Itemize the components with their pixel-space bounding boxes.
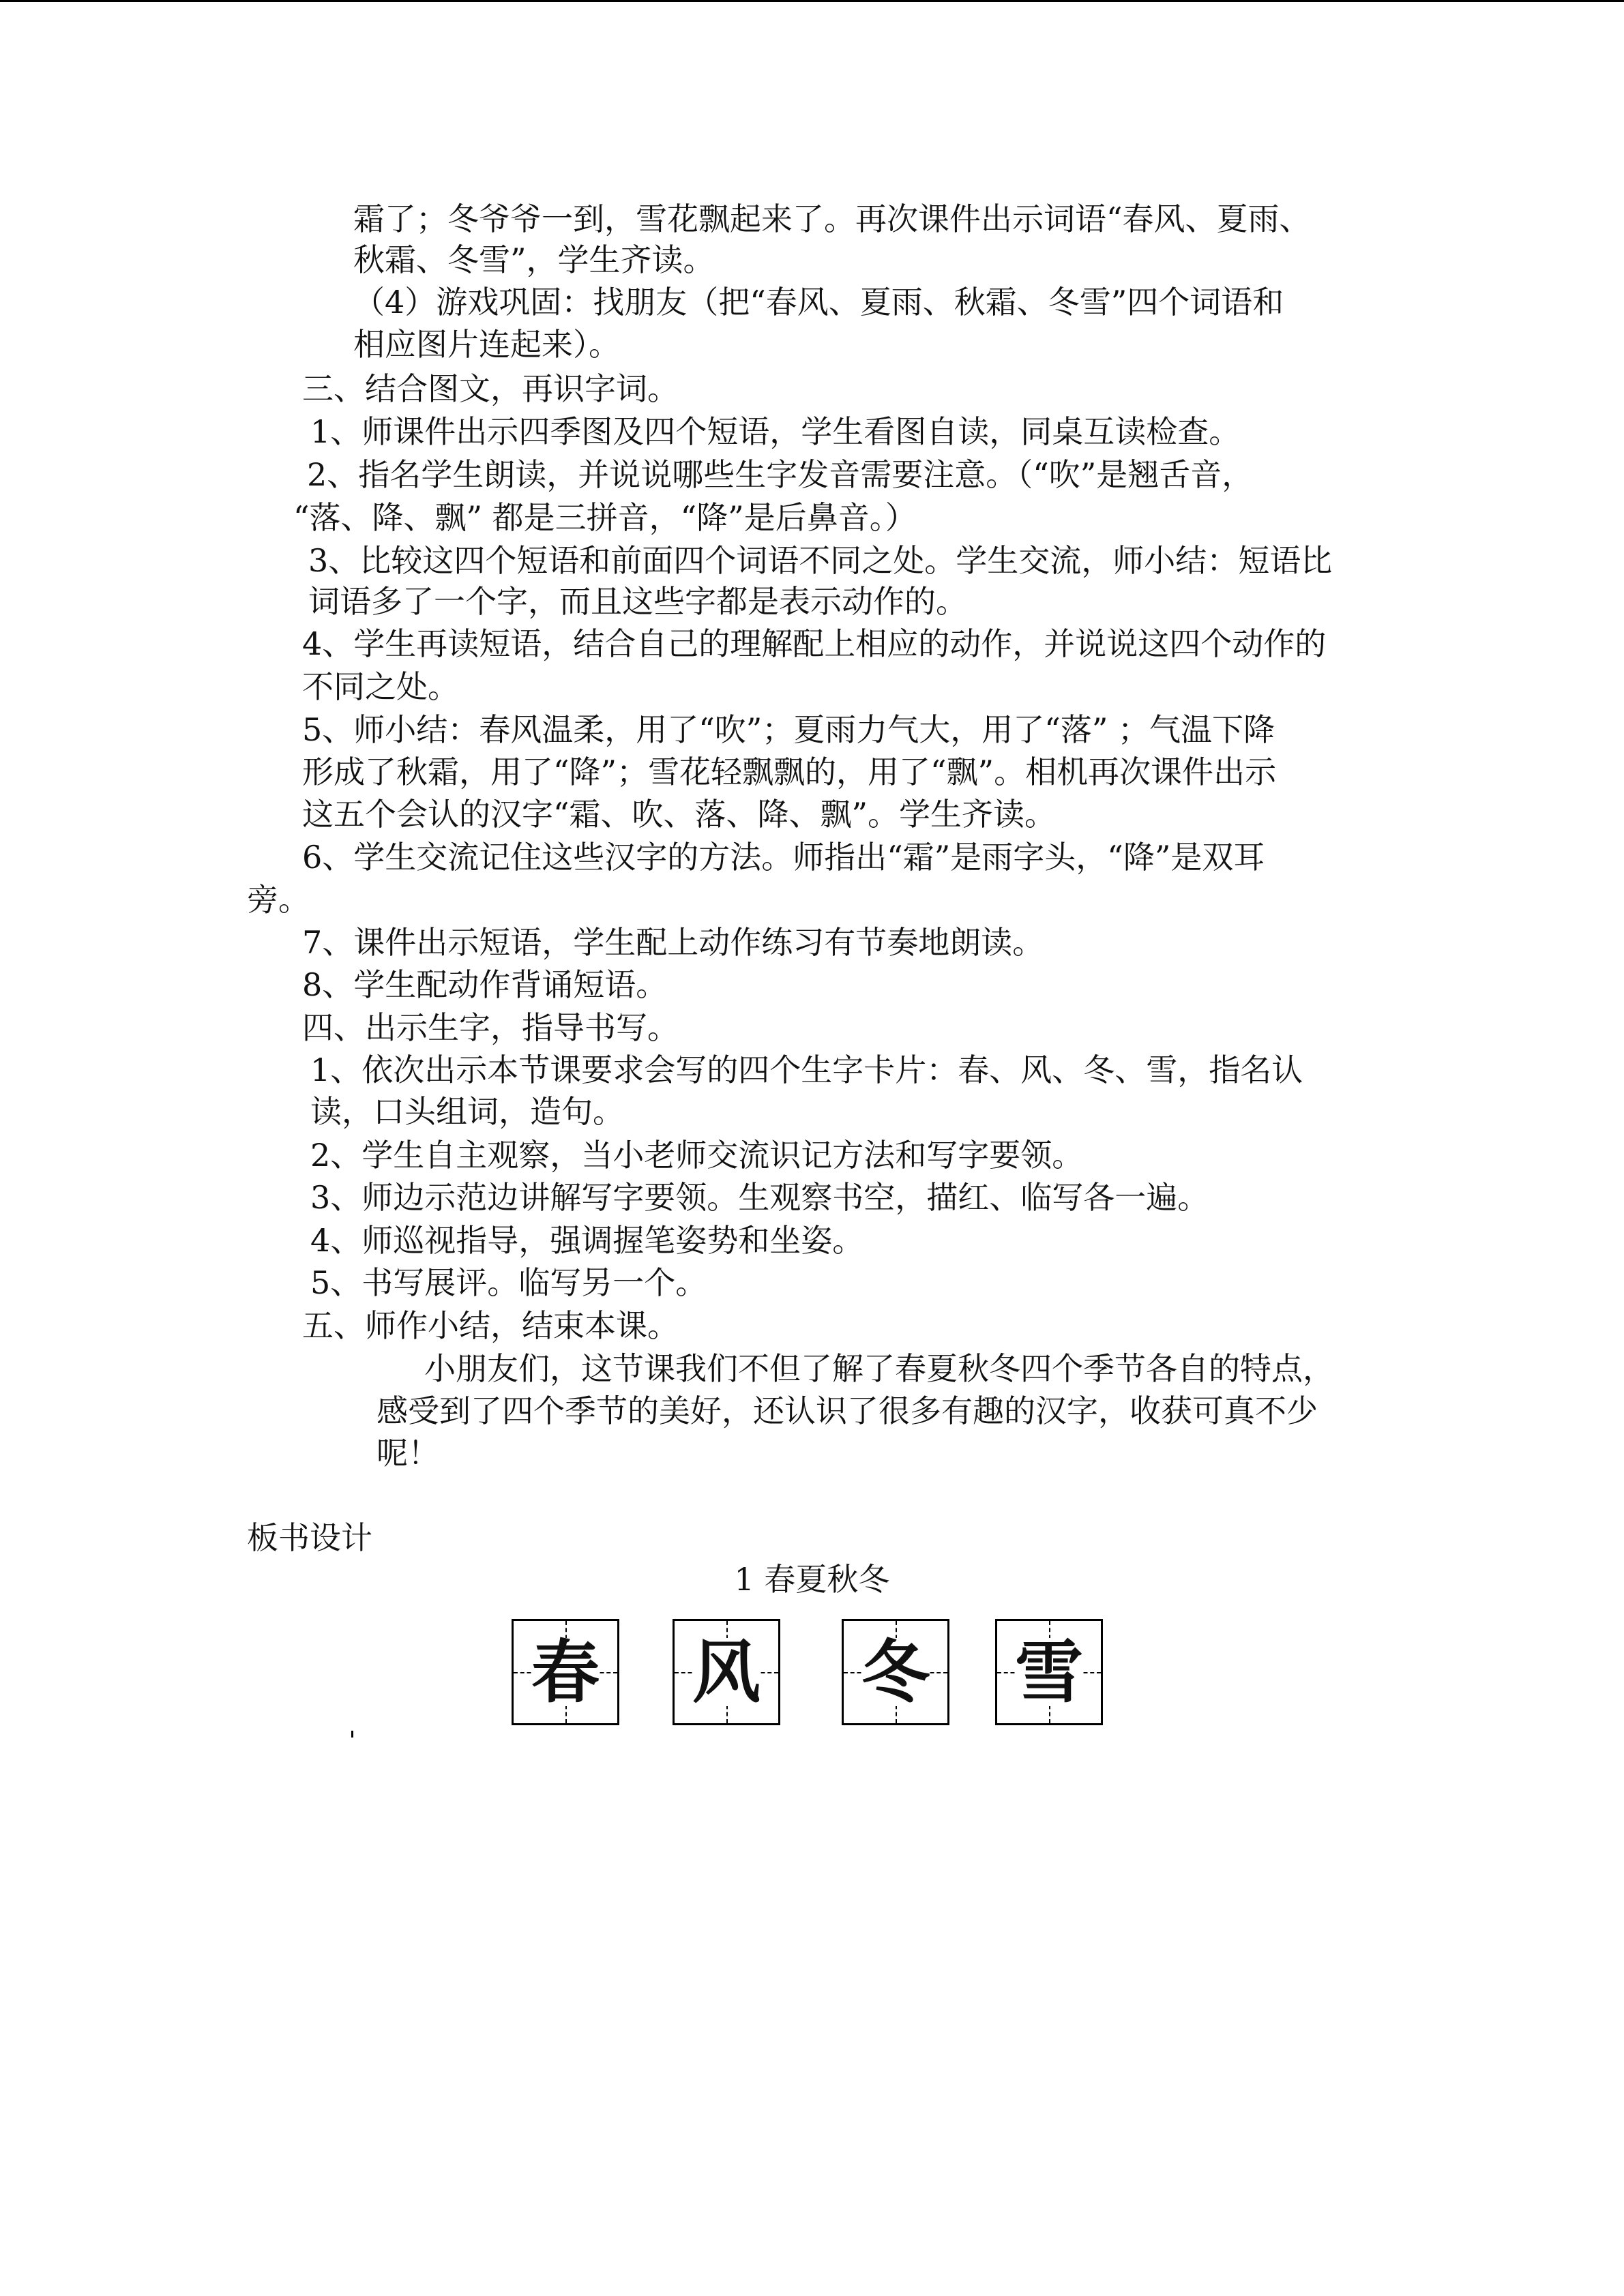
grid-character: 冬: [861, 1632, 930, 1712]
text-line: 秋霜、冬雪”，学生齐读。: [353, 241, 715, 278]
section-heading: 四、出示生字，指导书写。: [302, 1009, 679, 1046]
text-line: 2、指名学生朗读，并说说哪些生字发音需要注意。（“吹”是翘舌音，: [307, 456, 1254, 493]
character-grid-box: [995, 1619, 1103, 1725]
text-line: 这五个会认的汉字“霜、吹、落、降、飘”。学生齐读。: [302, 796, 1057, 833]
text-line: 6、学生交流记住这些汉字的方法。师指出“霜”是雨字头，“降”是双耳: [302, 839, 1265, 876]
text-line: 4、学生再读短语，结合自己的理解配上相应的动作，并说说这四个动作的: [302, 625, 1327, 662]
text-line: 5、书写展评。临写另一个。: [310, 1264, 707, 1301]
board-title: 1 春夏秋冬: [734, 1561, 890, 1598]
stray-mark: [351, 1731, 353, 1738]
text-line: 小朋友们，这节课我们不但了解了春夏秋冬四个季节各自的特点，: [424, 1350, 1334, 1387]
text-line: 3、师边示范边讲解写字要领。生观察书空，描红、临写各一遍。: [310, 1179, 1209, 1216]
text-line: 3、比较这四个短语和前面四个词语不同之处。学生交流，师小结：短语比: [308, 542, 1333, 579]
text-line: 旁。: [247, 881, 310, 918]
grid-character: 雪: [1015, 1632, 1083, 1712]
text-line: 8、学生配动作背诵短语。: [302, 966, 668, 1003]
text-line: 词语多了一个字，而且这些字都是表示动作的。: [308, 583, 967, 620]
text-line: 相应图片连起来）。: [353, 326, 620, 363]
character-grid-box: [673, 1619, 780, 1725]
text-line: “落、降、飘” 都是三拼音，“降”是后鼻音。）: [293, 499, 917, 536]
text-line: 感受到了四个季节的美好，还认识了很多有趣的汉字，收获可真不少: [377, 1392, 1318, 1429]
character-grid-box: [512, 1619, 619, 1725]
text-line: 4、师巡视指导，强调握笔姿势和坐姿。: [310, 1222, 864, 1259]
section-heading: 五、师作小结，结束本课。: [302, 1307, 679, 1344]
grid-character: 春: [531, 1632, 600, 1712]
character-grid-box: [842, 1619, 949, 1725]
board-design-heading: 板书设计: [247, 1519, 372, 1556]
text-line: 7、课件出示短语，学生配上动作练习有节奏地朗读。: [302, 924, 1044, 961]
character-grid-row: [512, 1619, 1112, 1725]
text-line: 2、学生自主观察，当小老师交流识记方法和写字要领。: [310, 1137, 1084, 1174]
section-heading: 三、结合图文，再识字词。: [302, 370, 679, 407]
text-line: 1、师课件出示四季图及四个短语，学生看图自读，同桌互读检查。: [310, 413, 1241, 450]
text-line: 形成了秋霜，用了“降”；雪花轻飘飘的，用了“飘”。相机再次课件出示: [302, 754, 1277, 790]
text-line: 1、依次出示本节课要求会写的四个生字卡片：春、风、冬、雪，指名认: [310, 1052, 1303, 1088]
text-line: 5、师小结：春风温柔，用了“吹”；夏雨力气大，用了“落” ；气温下降: [302, 711, 1275, 748]
text-line: 不同之处。: [302, 668, 459, 705]
text-line: 读，口头组词，造句。: [310, 1093, 624, 1130]
text-line: 呢！: [377, 1435, 439, 1472]
text-line: （4）游戏巩固：找朋友（把“春风、夏雨、秋霜、冬雪”四个词语和: [353, 284, 1284, 320]
grid-character: 风: [692, 1632, 761, 1712]
top-border-rule: [0, 0, 1624, 2]
text-line: 霜了；冬爷爷一到，雪花飘起来了。再次课件出示词语“春风、夏雨、: [353, 200, 1311, 237]
